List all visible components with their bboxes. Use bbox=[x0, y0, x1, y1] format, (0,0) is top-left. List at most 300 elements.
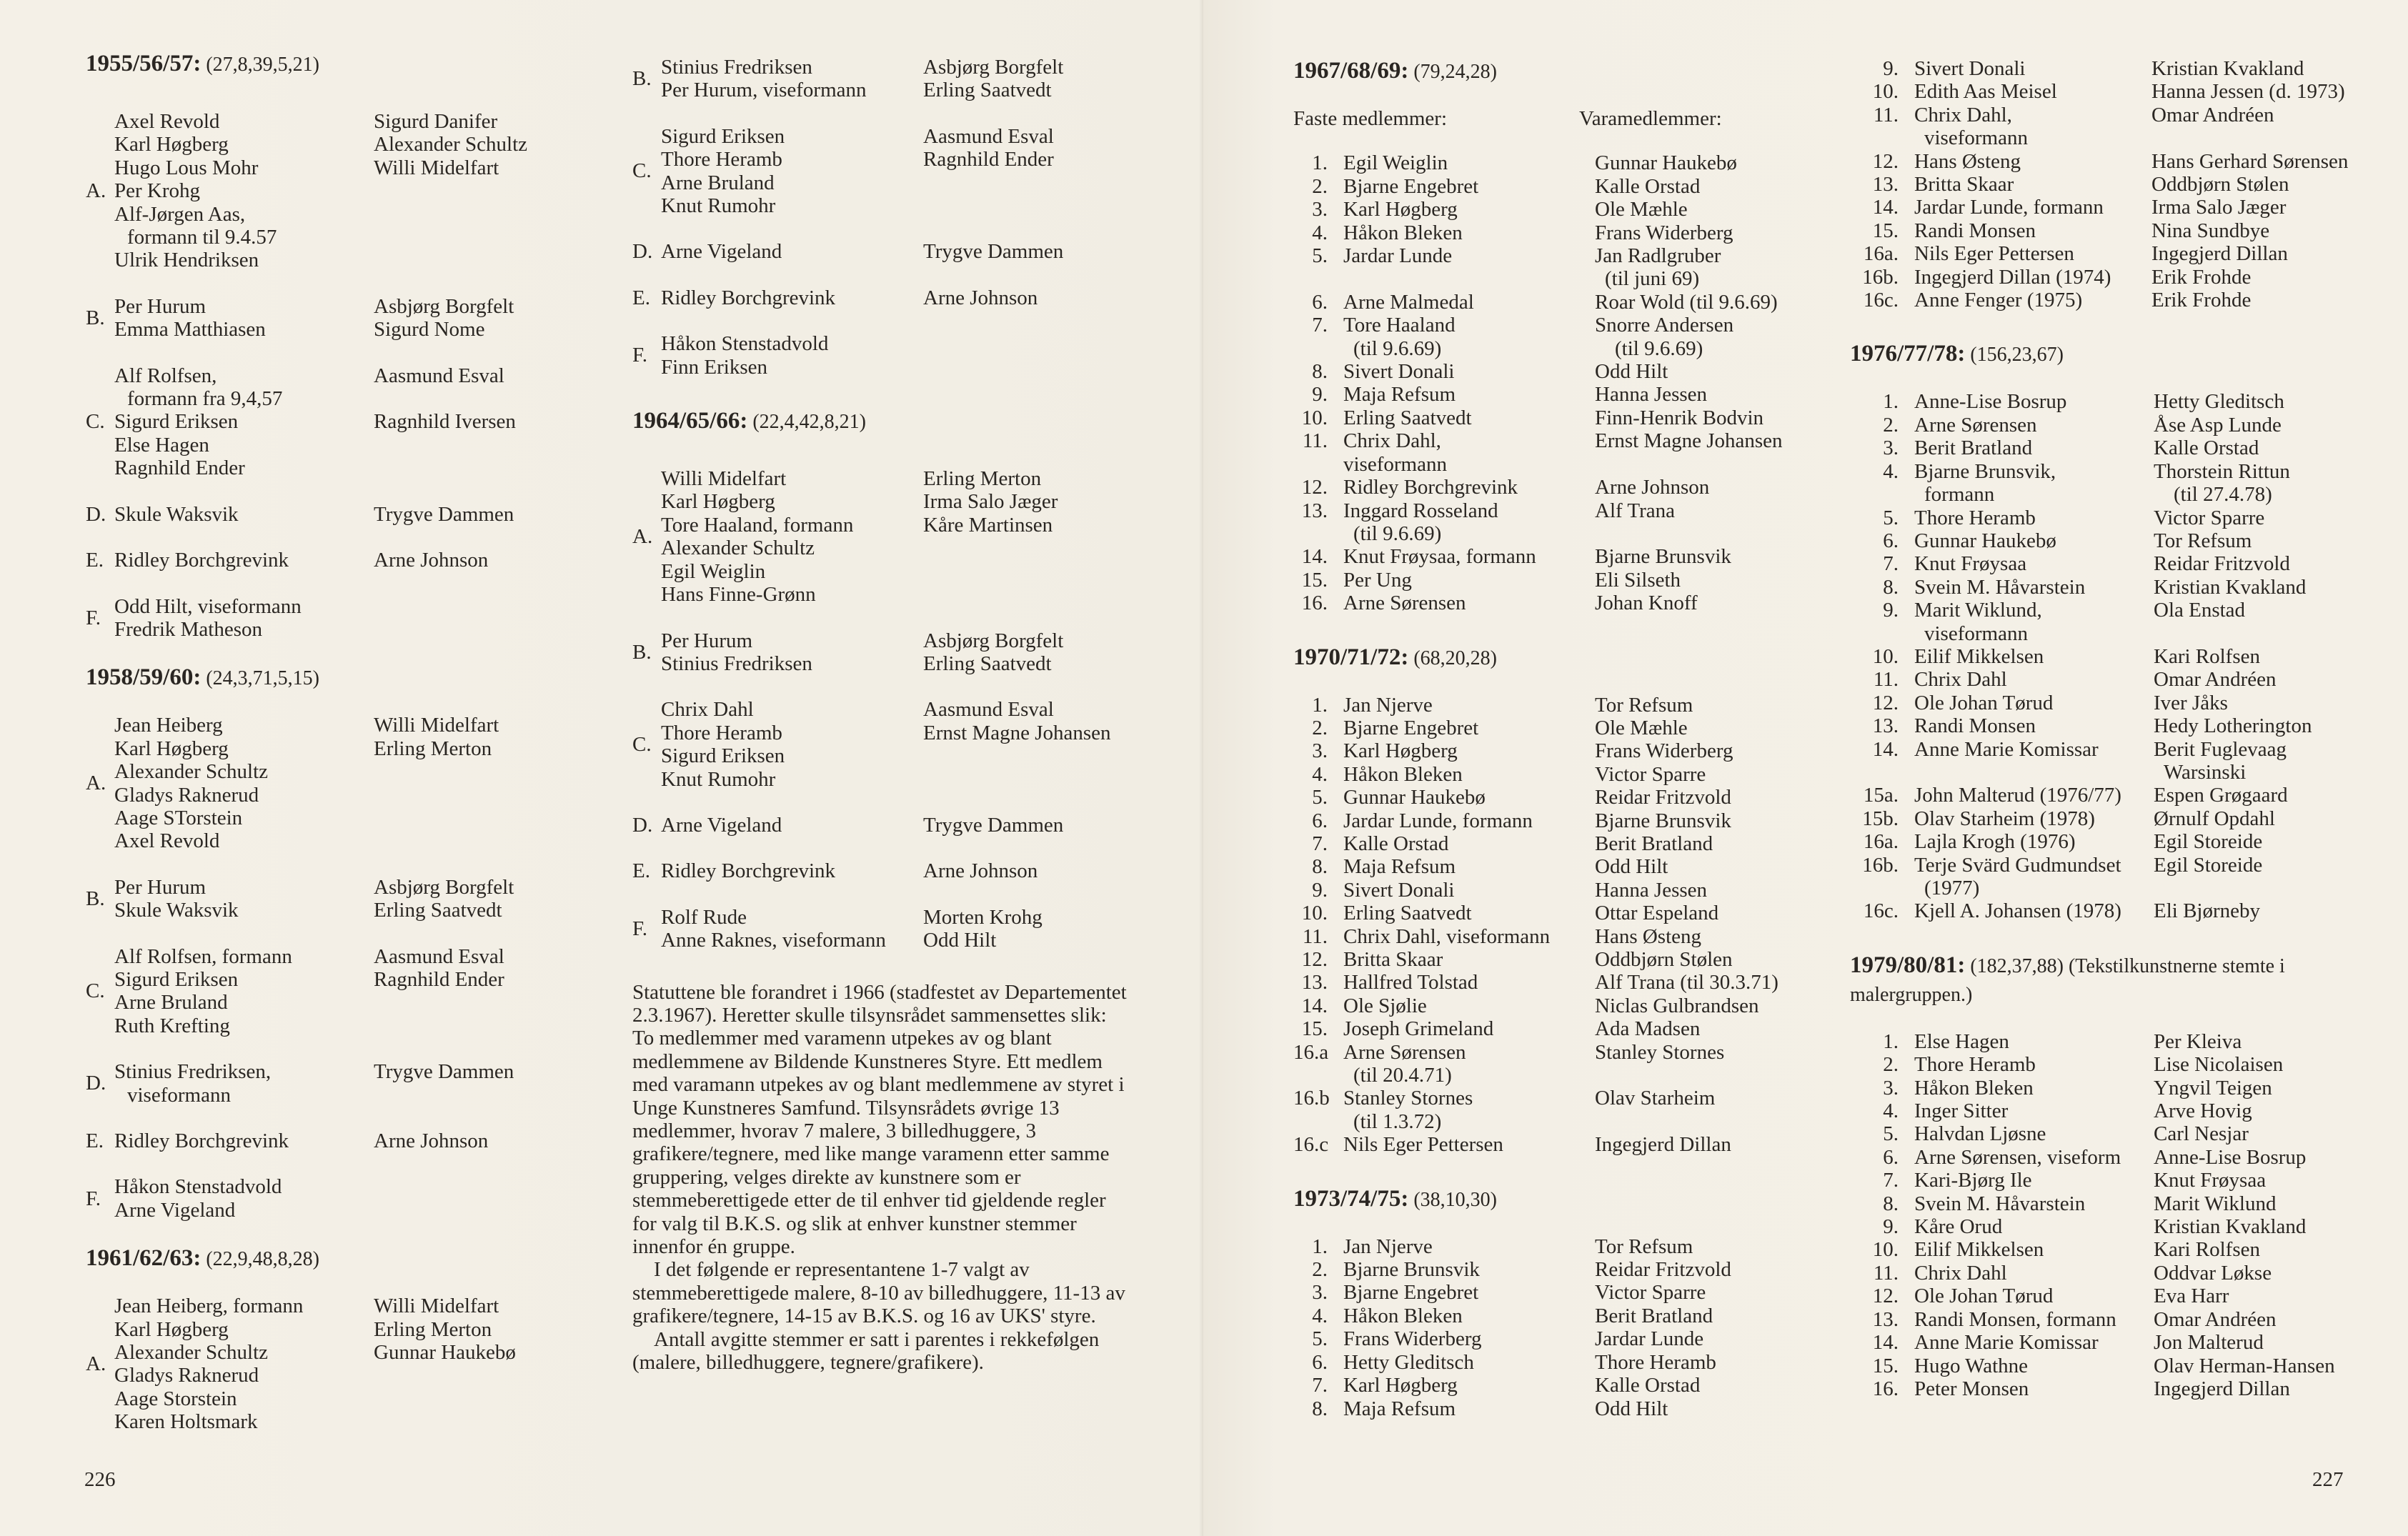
member-name: Gunnar Haukebø bbox=[1343, 786, 1486, 809]
member-row bbox=[1850, 483, 2393, 506]
group-letter: E. bbox=[86, 1129, 104, 1152]
deputy-name: Olav Herman-Hansen bbox=[2154, 1354, 2335, 1377]
section-197375-continued bbox=[1850, 57, 2393, 311]
member-number: 1. bbox=[1883, 1029, 1899, 1053]
member-number: 12. bbox=[1872, 691, 1899, 714]
group-deputies bbox=[374, 364, 574, 480]
member-row bbox=[1293, 763, 1815, 786]
deputy-name: Kalle Orstad bbox=[2154, 437, 2259, 460]
member-row bbox=[1850, 1122, 2393, 1145]
member-name: Svein M. Håvarstein bbox=[1914, 575, 2086, 599]
deputy-name: Erling Saatvedt bbox=[923, 79, 1052, 102]
member-name: Randi Monsen bbox=[1914, 219, 2036, 242]
deputy-name: Knut Frøysaa bbox=[2154, 1169, 2267, 1192]
deputy-name: Ernst Magne Johansen bbox=[923, 721, 1111, 744]
deputy-name: Eva Harr bbox=[2154, 1285, 2229, 1308]
member-name: Britta Skaar bbox=[1914, 173, 2014, 196]
member-name: Ulrik Hendriksen bbox=[114, 249, 259, 272]
member-row bbox=[1293, 453, 1815, 476]
member-name: Maja Refsum bbox=[1343, 855, 1456, 879]
member-name: Axel Revold bbox=[114, 829, 220, 853]
member-name: Bjarne Engebret bbox=[1343, 1281, 1479, 1305]
member-number: 15. bbox=[1301, 1017, 1328, 1041]
member-name: Sigurd Eriksen bbox=[661, 744, 785, 768]
group-b bbox=[632, 629, 1161, 676]
group-members bbox=[661, 629, 923, 676]
deputy-name: Ernst Magne Johansen bbox=[1595, 429, 1783, 453]
member-number bbox=[1850, 622, 1914, 645]
group-d bbox=[86, 1060, 586, 1107]
deputy-name bbox=[1605, 1064, 1841, 1087]
member-number: 10. bbox=[1872, 1238, 1899, 1262]
member-name: Arne Bruland bbox=[114, 991, 228, 1014]
member-number: 9. bbox=[1883, 57, 1899, 80]
member-number: 12. bbox=[1872, 1285, 1899, 1308]
member-number bbox=[1293, 1064, 1343, 1087]
member-name: Arne Bruland bbox=[661, 171, 775, 194]
member-row bbox=[1293, 948, 1815, 971]
member-name: Karl Høgberg bbox=[114, 1317, 229, 1341]
group-members bbox=[661, 906, 923, 952]
member-name: Kari-Bjørg Ile bbox=[1914, 1169, 2032, 1192]
deputy-name: Kristian Kvakland bbox=[2151, 57, 2304, 80]
deputy-name: Alexander Schultz bbox=[374, 133, 528, 156]
section-vote-counts: (79,24,28) bbox=[1408, 61, 1497, 83]
deputy-name: Kari Rolfsen bbox=[2154, 644, 2260, 668]
member-row bbox=[1293, 1133, 1815, 1156]
member-name: Joseph Grimeland bbox=[1343, 1017, 1494, 1041]
member-number: 14. bbox=[1301, 545, 1328, 569]
member-row bbox=[1850, 645, 2393, 668]
member-number: 6. bbox=[1883, 1145, 1899, 1169]
group-a bbox=[86, 1295, 586, 1433]
deputy-name: Erling Saatvedt bbox=[923, 652, 1052, 675]
member-name: Alf-Jørgen Aas, bbox=[114, 202, 246, 226]
member-number: 3. bbox=[1883, 1076, 1899, 1099]
member-row bbox=[1293, 407, 1815, 429]
deputy-name: Hedy Lotherington bbox=[2154, 714, 2312, 738]
member-name: Håkon Bleken bbox=[1343, 762, 1463, 786]
group-letter: E. bbox=[632, 859, 650, 883]
deputy-name: Thorstein Rittun bbox=[2154, 459, 2290, 483]
group-members bbox=[661, 467, 923, 606]
member-name: (til 20.4.71) bbox=[1353, 1064, 1452, 1087]
group-b bbox=[86, 295, 586, 341]
member-name: Marit Wiklund, bbox=[1914, 599, 2042, 622]
member-name: Chrix Dahl bbox=[661, 698, 754, 722]
deputy-name: Jan Radlgruber bbox=[1595, 244, 1721, 268]
member-number: 9. bbox=[1883, 599, 1899, 622]
deputy-name: Odd Hilt bbox=[1595, 1397, 1668, 1420]
deputy-name: Kari Rolfsen bbox=[2154, 1238, 2260, 1262]
member-name: Stanley Stornes bbox=[1343, 1087, 1473, 1110]
deputy-name: Asbjørg Borgfelt bbox=[374, 875, 514, 899]
member-row bbox=[1850, 1285, 2393, 1307]
member-row bbox=[1850, 1099, 2393, 1122]
member-row bbox=[1293, 244, 1815, 267]
member-name: Erling Saatvedt bbox=[1343, 406, 1472, 429]
deputy-name: Kristian Kvakland bbox=[2154, 1215, 2307, 1239]
deputy-name: Erling Merton bbox=[923, 467, 1042, 491]
deputy-name: Asbjørg Borgfelt bbox=[374, 294, 514, 318]
member-name: Britta Skaar bbox=[1343, 948, 1443, 971]
section-19676869 bbox=[1293, 57, 1815, 615]
group-members bbox=[661, 56, 923, 102]
member-name: Skule Waksvik bbox=[114, 502, 239, 526]
member-name: Eilif Mikkelsen bbox=[1914, 1238, 2044, 1262]
member-number: 4. bbox=[1883, 459, 1899, 483]
member-name: Chrix Dahl, viseformann bbox=[1343, 924, 1551, 948]
member-row bbox=[1293, 592, 1815, 614]
member-number: 3. bbox=[1312, 1281, 1328, 1305]
member-number: 3. bbox=[1312, 739, 1328, 763]
member-row bbox=[1293, 1374, 1815, 1397]
member-name: Knut Rumohr bbox=[661, 767, 776, 791]
member-name: (til 9.6.69) bbox=[1353, 336, 1442, 360]
group-letter: B. bbox=[632, 640, 652, 664]
member-name: Gunnar Haukebø bbox=[1914, 529, 2056, 552]
deputy-name: Arne Johnson bbox=[923, 286, 1038, 309]
group-members bbox=[661, 332, 923, 379]
member-row bbox=[1850, 738, 2393, 761]
member-row bbox=[1850, 877, 2393, 899]
member-row bbox=[1293, 1017, 1815, 1040]
deputy-name: Ragnhild Iversen bbox=[374, 410, 516, 434]
group-letter: E. bbox=[86, 549, 104, 572]
member-name: Gladys Raknerud bbox=[114, 1364, 259, 1387]
deputy-name: Asbjørg Borgfelt bbox=[923, 56, 1064, 79]
member-number: 16b. bbox=[1862, 853, 1899, 877]
member-number: 14. bbox=[1301, 994, 1328, 1017]
group-c bbox=[632, 125, 1161, 218]
deputy-name: Eli Silseth bbox=[1595, 568, 1681, 592]
deputy-name: (til juni 69) bbox=[1605, 267, 1700, 291]
member-name: viseformann bbox=[1343, 452, 1447, 476]
deputy-name bbox=[2164, 622, 2408, 645]
member-number bbox=[1850, 761, 1914, 784]
member-name: Håkon Stenstadvold bbox=[661, 332, 829, 356]
group-members bbox=[114, 295, 374, 341]
member-name: Karl Høgberg bbox=[661, 490, 775, 514]
member-number: 2. bbox=[1312, 174, 1328, 198]
member-name: (til 1.3.72) bbox=[1353, 1109, 1442, 1133]
member-number bbox=[1293, 453, 1343, 476]
member-name: Tore Haaland bbox=[1343, 314, 1456, 337]
member-row bbox=[1850, 126, 2393, 149]
section-title bbox=[1850, 952, 2379, 1009]
member-number: 4. bbox=[1312, 1304, 1328, 1327]
member-name: Ingegjerd Dillan (1974) bbox=[1914, 265, 2111, 289]
member-name: Maja Refsum bbox=[1343, 383, 1456, 407]
section-vote-counts: (182,37,88) (Tekstilkunstnerne stemte i malergruppen.) bbox=[1850, 954, 2285, 1006]
member-name: Jan Njerve bbox=[1343, 693, 1433, 717]
section-19737475 bbox=[1293, 1185, 1815, 1420]
page-number-right: 227 bbox=[2312, 1468, 2344, 1491]
group-deputies bbox=[374, 945, 574, 1038]
group-d bbox=[632, 814, 1161, 837]
member-name: Thore Heramb bbox=[661, 721, 782, 744]
deputy-name: Bjarne Brunsvik bbox=[1595, 809, 1731, 832]
member-row bbox=[1850, 830, 2393, 853]
member-row bbox=[1850, 1192, 2393, 1215]
deputy-name: Ragnhild Ender bbox=[374, 967, 504, 991]
member-name: Knut Frøysaa bbox=[1914, 552, 2027, 576]
member-name: Berit Bratland bbox=[1914, 437, 2033, 460]
member-row bbox=[1293, 337, 1815, 360]
group-letter: A. bbox=[86, 772, 106, 795]
deputy-name: Marit Wiklund bbox=[2154, 1192, 2277, 1215]
section-vote-counts: (38,10,30) bbox=[1408, 1188, 1497, 1211]
group-members bbox=[661, 814, 923, 837]
member-name: Gladys Raknerud bbox=[114, 783, 259, 807]
group-letter: D. bbox=[632, 813, 653, 837]
member-row bbox=[1293, 499, 1815, 522]
deputy-name: Morten Krohg bbox=[923, 905, 1043, 929]
member-name: Anne Marie Komissar bbox=[1914, 1331, 2099, 1355]
member-row bbox=[1293, 1305, 1815, 1327]
member-name: Sigurd Eriksen bbox=[114, 967, 239, 991]
member-number: 14. bbox=[1872, 196, 1899, 219]
member-row bbox=[1850, 714, 2393, 737]
member-row bbox=[1293, 360, 1815, 383]
member-number: 5. bbox=[1312, 244, 1328, 268]
member-number: 11. bbox=[1873, 1261, 1899, 1285]
member-row bbox=[1850, 1053, 2393, 1076]
deputy-name: Berit Bratland bbox=[1595, 832, 1713, 855]
member-number: 5. bbox=[1883, 1122, 1899, 1146]
group-deputies bbox=[923, 467, 1152, 606]
member-name: Emma Matthiasen bbox=[114, 318, 266, 341]
member-name: Fredrik Matheson bbox=[114, 617, 262, 641]
member-row bbox=[1293, 221, 1815, 244]
member-name: Arne Sørensen bbox=[1343, 1040, 1466, 1064]
member-row bbox=[1850, 1215, 2393, 1238]
member-number: 10. bbox=[1872, 644, 1899, 668]
member-number: 6. bbox=[1312, 290, 1328, 314]
deputy-name: Reidar Fritzvold bbox=[1595, 786, 1731, 809]
member-number: 11. bbox=[1873, 103, 1899, 126]
member-name: Jardar Lunde bbox=[1343, 244, 1453, 268]
group-b bbox=[632, 56, 1161, 102]
member-name: Hans Finne-Grønn bbox=[661, 583, 816, 607]
deputy-name: Ada Madsen bbox=[1595, 1017, 1701, 1041]
member-name: Sigurd Eriksen bbox=[114, 410, 239, 434]
member-number: 2. bbox=[1312, 716, 1328, 739]
member-row bbox=[1850, 599, 2393, 622]
member-number: 9. bbox=[1883, 1215, 1899, 1239]
group-deputies bbox=[374, 714, 574, 852]
section-19616263 bbox=[86, 1245, 586, 1433]
deputy-name: Aasmund Esval bbox=[374, 364, 504, 387]
member-row bbox=[1850, 57, 2393, 80]
group-a bbox=[86, 714, 586, 852]
member-row bbox=[1850, 807, 2393, 830]
member-name: Egil Weiglin bbox=[1343, 151, 1448, 175]
member-name: Nils Eger Pettersen bbox=[1343, 1133, 1503, 1157]
member-name: Sivert Donali bbox=[1343, 360, 1455, 384]
member-name: Hetty Gleditsch bbox=[1343, 1350, 1474, 1374]
member-name: viseformann bbox=[1924, 622, 2028, 645]
member-row bbox=[1293, 522, 1815, 545]
member-number: 16b. bbox=[1862, 265, 1899, 289]
member-name: Hugo Lous Mohr bbox=[114, 156, 259, 179]
member-number: 8. bbox=[1312, 855, 1328, 879]
member-number: 13. bbox=[1872, 714, 1899, 738]
deputy-name: Erik Frohde bbox=[2151, 289, 2252, 312]
deputy-name: Hans Gerhard Sørensen bbox=[2151, 149, 2349, 173]
deputy-name: Kalle Orstad bbox=[1595, 174, 1701, 198]
member-name: Karl Høgberg bbox=[1343, 1374, 1458, 1397]
member-number: 11. bbox=[1873, 668, 1899, 692]
member-name: Chrix Dahl, bbox=[1343, 429, 1441, 453]
group-letter: C. bbox=[632, 732, 652, 756]
member-row bbox=[1293, 151, 1815, 174]
section-title bbox=[1293, 644, 1815, 672]
member-number: 16.c bbox=[1293, 1133, 1329, 1157]
member-row bbox=[1293, 855, 1815, 878]
left-page bbox=[0, 0, 1203, 1536]
member-name: Anne-Lise Bosrup bbox=[1914, 390, 2067, 414]
group-members bbox=[114, 876, 374, 922]
section-vote-counts: (68,20,28) bbox=[1408, 647, 1497, 669]
group-deputies bbox=[374, 1175, 574, 1222]
member-name: Stinius Fredriksen, bbox=[114, 1060, 272, 1084]
member-number: 7. bbox=[1883, 552, 1899, 576]
member-row bbox=[1293, 314, 1815, 336]
section-years: 1967/68/69: bbox=[1293, 58, 1409, 84]
member-number: 15. bbox=[1872, 1354, 1899, 1377]
member-number: 8. bbox=[1312, 1397, 1328, 1420]
deputy-name: Willi Midelfart bbox=[374, 156, 499, 179]
deputy-name bbox=[374, 387, 574, 410]
deputy-name: Lise Nicolaisen bbox=[2154, 1053, 2284, 1077]
section-continued bbox=[632, 56, 1161, 379]
member-number bbox=[1293, 1110, 1343, 1133]
member-number: 11. bbox=[1302, 429, 1328, 453]
member-number: 10. bbox=[1872, 80, 1899, 104]
member-number: 1. bbox=[1312, 693, 1328, 717]
member-number bbox=[1293, 522, 1343, 545]
section-years: 1955/56/57: bbox=[86, 51, 202, 76]
group-e bbox=[632, 286, 1161, 309]
deputy-name: Johan Knoff bbox=[1595, 592, 1698, 615]
member-number: 1. bbox=[1312, 151, 1328, 175]
section-title bbox=[86, 1245, 586, 1273]
member-number: 3. bbox=[1883, 437, 1899, 460]
deputy-name bbox=[1605, 522, 1841, 545]
group-members bbox=[661, 286, 923, 309]
header-deputy-members: Varamedlemmer: bbox=[1579, 107, 1722, 130]
member-number: 2. bbox=[1312, 1258, 1328, 1282]
deputy-name: Trygve Dammen bbox=[374, 1060, 514, 1084]
member-row bbox=[1850, 1030, 2393, 1053]
deputy-name: Warsinski bbox=[2164, 760, 2247, 784]
member-row bbox=[1293, 739, 1815, 762]
member-number: 3. bbox=[1312, 198, 1328, 221]
member-name: Håkon Bleken bbox=[1914, 1076, 2034, 1099]
group-deputies bbox=[374, 1129, 574, 1152]
deputy-name: Niclas Gulbrandsen bbox=[1595, 994, 1759, 1017]
deputy-name: Hetty Gleditsch bbox=[2154, 390, 2284, 414]
member-name: Jardar Lunde, formann bbox=[1914, 196, 2104, 219]
section-19585960 bbox=[86, 664, 586, 1222]
group-a bbox=[86, 110, 586, 272]
section-title bbox=[632, 407, 1161, 436]
member-name: (til 9.6.69) bbox=[1353, 522, 1442, 545]
member-name: Nils Eger Pettersen bbox=[1914, 242, 2074, 266]
deputy-name: Stanley Stornes bbox=[1595, 1040, 1725, 1064]
section-title bbox=[86, 664, 586, 692]
member-number: 10. bbox=[1301, 406, 1328, 429]
member-number bbox=[1293, 337, 1343, 360]
member-name: Else Hagen bbox=[114, 433, 209, 457]
member-number: 5. bbox=[1883, 506, 1899, 529]
member-row bbox=[1293, 994, 1815, 1017]
member-name: Anne Marie Komissar bbox=[1914, 737, 2099, 761]
member-name: Ridley Borchgrevink bbox=[114, 1129, 289, 1152]
deputy-name: Alf Trana bbox=[1595, 499, 1675, 522]
member-row bbox=[1293, 1327, 1815, 1350]
member-number: 6. bbox=[1312, 809, 1328, 832]
member-row bbox=[1850, 576, 2393, 599]
member-number: 8. bbox=[1312, 360, 1328, 384]
member-number: 12. bbox=[1301, 948, 1328, 971]
deputy-name: Erling Merton bbox=[374, 1317, 492, 1341]
deputy-name: Hanna Jessen (d. 1973) bbox=[2151, 80, 2345, 104]
member-name: viseformann bbox=[127, 1083, 231, 1107]
member-name: Chrix Dahl bbox=[1914, 668, 2007, 692]
member-name: Kalle Orstad bbox=[1343, 832, 1449, 855]
deputy-name: Tor Refsum bbox=[2154, 529, 2252, 552]
member-name: Stinius Fredriksen bbox=[661, 652, 812, 675]
deputy-name: Reidar Fritzvold bbox=[1595, 1258, 1731, 1282]
member-name: Per Ung bbox=[1343, 568, 1412, 592]
member-name: Svein M. Håvarstein bbox=[1914, 1192, 2086, 1215]
deputy-name: Roar Wold (til 9.6.69) bbox=[1595, 290, 1778, 314]
member-number: 7. bbox=[1312, 314, 1328, 337]
member-name: John Malterud (1976/77) bbox=[1914, 784, 2121, 807]
group-deputies bbox=[374, 503, 574, 526]
member-number: 5. bbox=[1312, 1327, 1328, 1351]
group-letter: A. bbox=[86, 1352, 106, 1376]
member-name: Jan Njerve bbox=[1343, 1235, 1433, 1258]
member-name: Lajla Krogh (1976) bbox=[1914, 830, 2076, 854]
deputy-name: Trygve Dammen bbox=[923, 813, 1064, 837]
member-name: Chrix Dahl, bbox=[1914, 103, 2012, 126]
deputy-name: Ole Mæhle bbox=[1595, 198, 1688, 221]
member-name: Karl Høgberg bbox=[114, 737, 229, 760]
group-deputies bbox=[374, 595, 574, 642]
group-a bbox=[632, 467, 1161, 606]
member-name: Ridley Borchgrevink bbox=[114, 549, 289, 572]
member-name: Alexander Schultz bbox=[114, 760, 269, 784]
group-deputies bbox=[374, 295, 574, 341]
deputy-name: Arne Johnson bbox=[1595, 476, 1710, 499]
deputy-name: Ottar Espeland bbox=[1595, 902, 1719, 925]
member-row bbox=[1850, 529, 2393, 552]
deputy-name: Arve Hovig bbox=[2154, 1099, 2252, 1123]
group-members bbox=[114, 503, 374, 526]
deputy-name: Ola Enstad bbox=[2154, 599, 2246, 622]
member-name: Per Hurum, viseformann bbox=[661, 79, 867, 102]
deputy-name: Kristian Kvakland bbox=[2154, 575, 2307, 599]
group-d bbox=[86, 503, 586, 526]
member-row bbox=[1850, 1169, 2393, 1192]
deputy-name: Hanna Jessen bbox=[1595, 383, 1708, 407]
member-number: 16.a bbox=[1293, 1040, 1329, 1064]
member-name: Jean Heiberg bbox=[114, 714, 223, 737]
group-deputies bbox=[923, 125, 1138, 218]
